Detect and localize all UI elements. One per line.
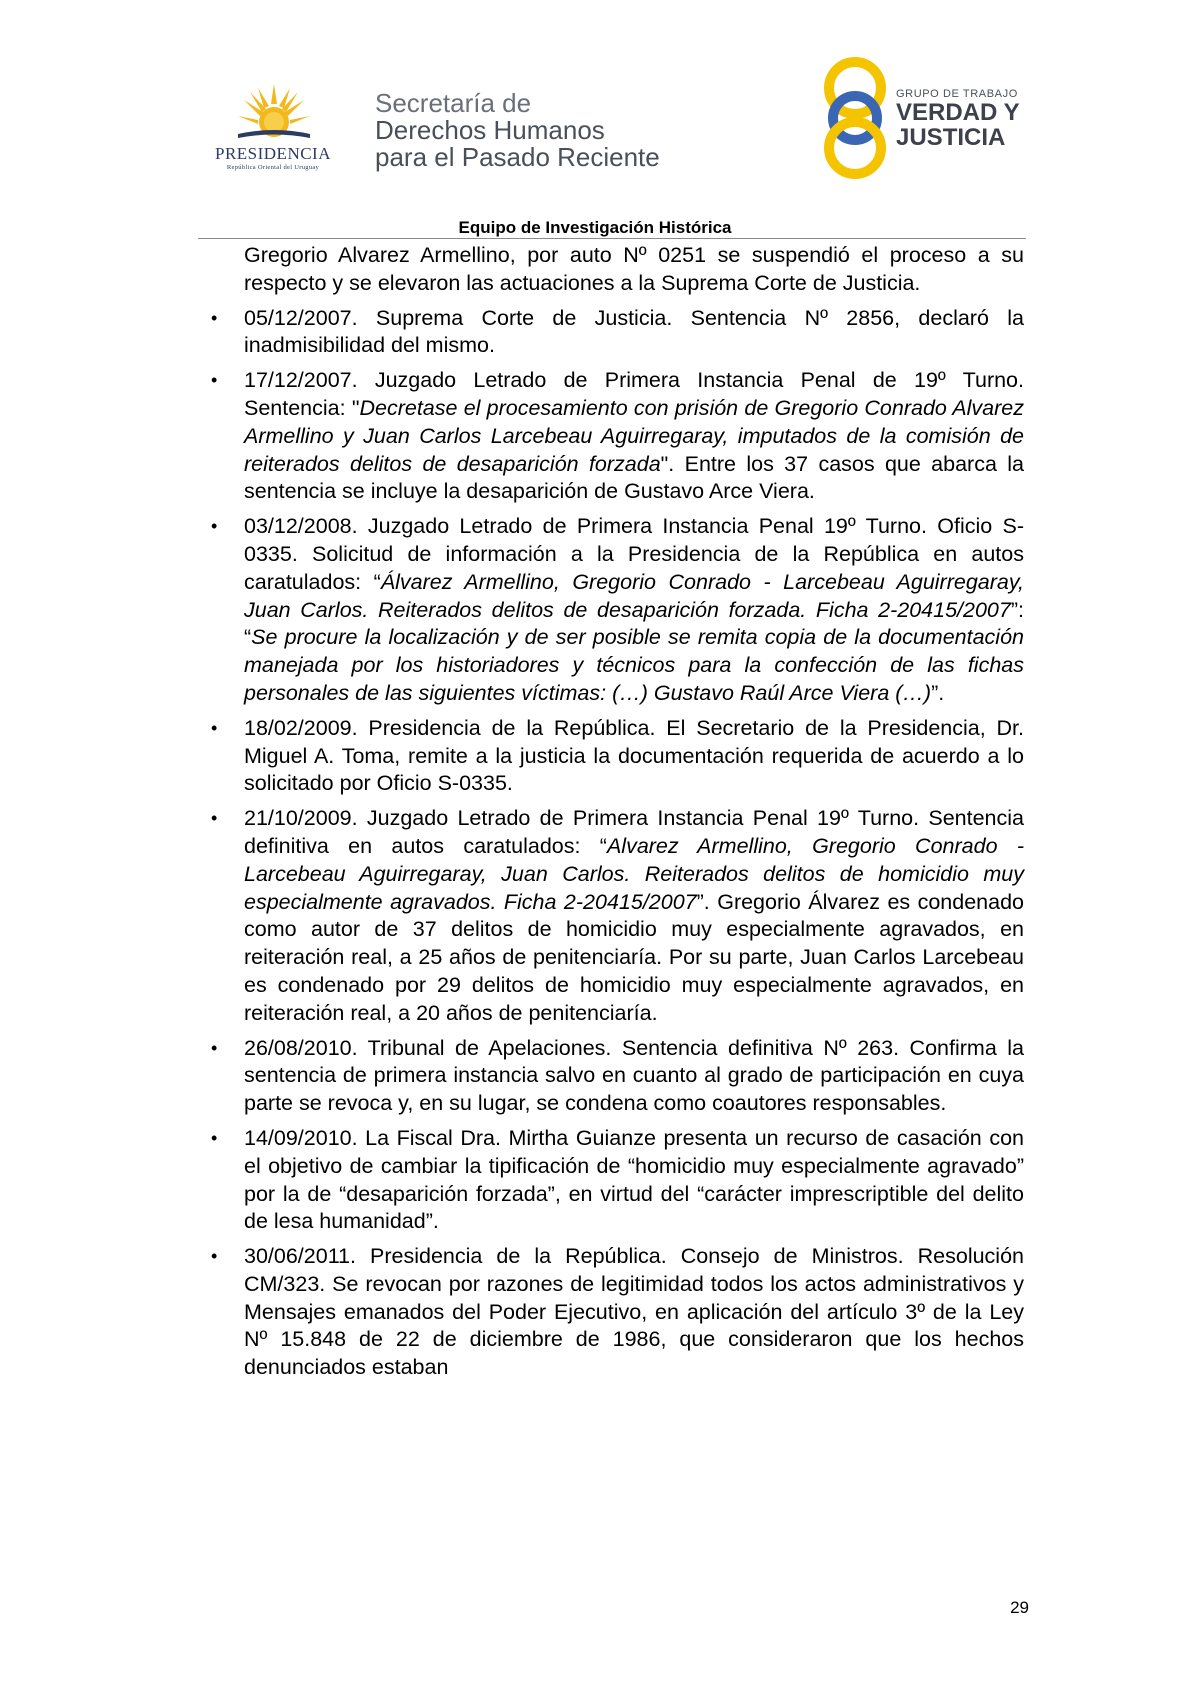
bullet-icon: • — [211, 1127, 218, 1148]
list-item — [211, 805, 1025, 1027]
item-text: 17/12/2007. Juzgado Letrado de Primera Instancia Penal de 19º Turno. Sentencia: " — [244, 368, 1024, 420]
list-item — [211, 513, 1024, 708]
grupo-line-3: JUSTICIA — [896, 124, 1006, 151]
presidencia-logo — [198, 82, 348, 174]
list-item — [211, 305, 1024, 361]
italic-quote: Alvarez Armellino, Gregorio Conrado - Larcebeau Aguirregaray, Juan Carlos. Reiterados delitos de homicidio muy especialmente agravados. Ficha 2-20415/2007 — [244, 833, 1025, 914]
bullet-icon: • — [211, 1037, 218, 1058]
bullet-icon: • — [211, 1246, 218, 1267]
equipo-heading: Equipo de Investigación Histórica — [458, 218, 732, 237]
list-item — [211, 1035, 1024, 1118]
document-body — [211, 242, 1025, 1382]
list-item — [211, 715, 1024, 798]
item-text: 14/09/2010. La Fiscal Dra. Mirtha Guianze presenta un recurso de casación con el objetivo de cambiar la tipificación de “homicidio muy especialmente agravado” por la de “desaparición forzada”, en virtud del “carácter imprescriptible del delito de lesa humanidad”. — [244, 1125, 1024, 1234]
italic-quote: Decretase el procesamiento con prisión de Gregorio Conrado Alvarez Armellino y Juan Carlos Larcebeau Aguirregaray, imputados de la comisión de reiterados delitos de desaparición forzada — [244, 395, 1024, 476]
header-divider — [198, 238, 1026, 239]
grupo-line-1: GRUPO DE TRABAJO — [896, 88, 1018, 100]
grupo-text — [896, 88, 1020, 150]
secretaria-title — [375, 90, 660, 171]
presidencia-subtitle: República Oriental del Uruguay — [226, 164, 320, 171]
page-number: 29 — [1010, 1598, 1029, 1617]
bullet-icon: • — [211, 516, 218, 537]
italic-quote: Álvarez Armellino, Gregorio Conrado - Larcebeau Aguirregaray, Juan Carlos. Reiterados delitos de desaparición forzada. Ficha 2-20415/2007 — [244, 569, 1024, 622]
bullet-icon: • — [211, 717, 218, 738]
linked-rings-icon — [820, 56, 890, 181]
item-text: 30/06/2011. Presidencia de la República. Consejo de Ministros. Resolución CM/323. Se revocan por razones de legitimidad todos los actos administrativos y Mensajes emanados del Poder Ejecutivo, en aplicación del artículo 3º de la Ley Nº 15.848 de 22 de diciembre de 1986, que consideraron que los hechos denunciados estaban — [244, 1244, 1024, 1380]
intro-paragraph: Gregorio Alvarez Armellino, por auto Nº 0251 se suspendió el proceso a su respecto y se elevaron las actuaciones a la Suprema Corte de Justicia. — [244, 243, 1024, 295]
presidencia-name: PRESIDENCIA — [214, 144, 331, 163]
item-text: ”. — [931, 680, 945, 705]
item-text: ”. Gregorio Álvarez es condenado como autor de 37 delitos de homicidio muy especialmente agravados, en reiteración real, a 25 años de penitenciaría. Por su parte, Juan Carlos Larcebeau es condenado por 29 delitos de homicidio muy especialmente agravados, en reiteración real, a 20 años de penitenciaría. — [244, 889, 1025, 1025]
bullet-icon: • — [211, 808, 218, 829]
secretaria-line-1: Secretaría de — [375, 88, 532, 118]
page-header — [0, 0, 1190, 240]
item-text: 21/10/2009. Juzgado Letrado de Primera Instancia Penal 19º Turno. Sentencia definitiva en autos caratulados: “ — [244, 806, 1024, 858]
list-item — [211, 367, 1024, 506]
bullet-icon: • — [211, 370, 218, 391]
secretaria-line-3: para el Pasado Reciente — [375, 142, 660, 172]
item-text: 26/08/2010. Tribunal de Apelaciones. Sentencia definitiva Nº 263. Confirma la sentencia de primera instancia salvo en cuanto al grado de participación en cuya parte se revoca y, en su lugar, se condena como coautores responsables. — [244, 1035, 1024, 1116]
item-text: ". Entre los 37 casos que abarca la sentencia se incluye la desaparición de Gustavo Arce Viera. — [244, 451, 1024, 504]
item-text: 03/12/2008. Juzgado Letrado de Primera Instancia Penal 19º Turno. Oficio S-0335. Solicitud de información a la Presidencia de la República en autos caratulados: “ — [244, 514, 1024, 594]
italic-quote: Se procure la localización y de ser posible se remita copia de la documentación manejada por los historiadores y técnicos para la confección de las fichas personales de las siguientes víctimas: (…) Gustavo Raúl Arce Viera (…) — [244, 625, 1024, 705]
grupo-line-2: VERDAD Y — [896, 99, 1020, 126]
sun-emblem-icon — [236, 82, 312, 144]
grupo-verdad-justicia-logo — [820, 56, 1030, 181]
list-item — [211, 1243, 1024, 1382]
item-text: 18/02/2009. Presidencia de la República. El Secretario de la Presidencia, Dr. Miguel A. Toma, remite a la justicia la documentación requerida de acuerdo a lo solicitado por Oficio S-0335. — [244, 715, 1024, 796]
bullet-icon: • — [211, 307, 218, 328]
chronology-list — [211, 305, 1025, 1382]
item-text: 05/12/2007. Suprema Corte de Justicia. Sentencia Nº 2856, declaró la inadmisibilidad del mismo. — [244, 305, 1024, 358]
item-text: ”: “ — [244, 597, 1024, 650]
secretaria-line-2: Derechos Humanos — [375, 115, 605, 145]
list-item — [211, 1125, 1024, 1236]
